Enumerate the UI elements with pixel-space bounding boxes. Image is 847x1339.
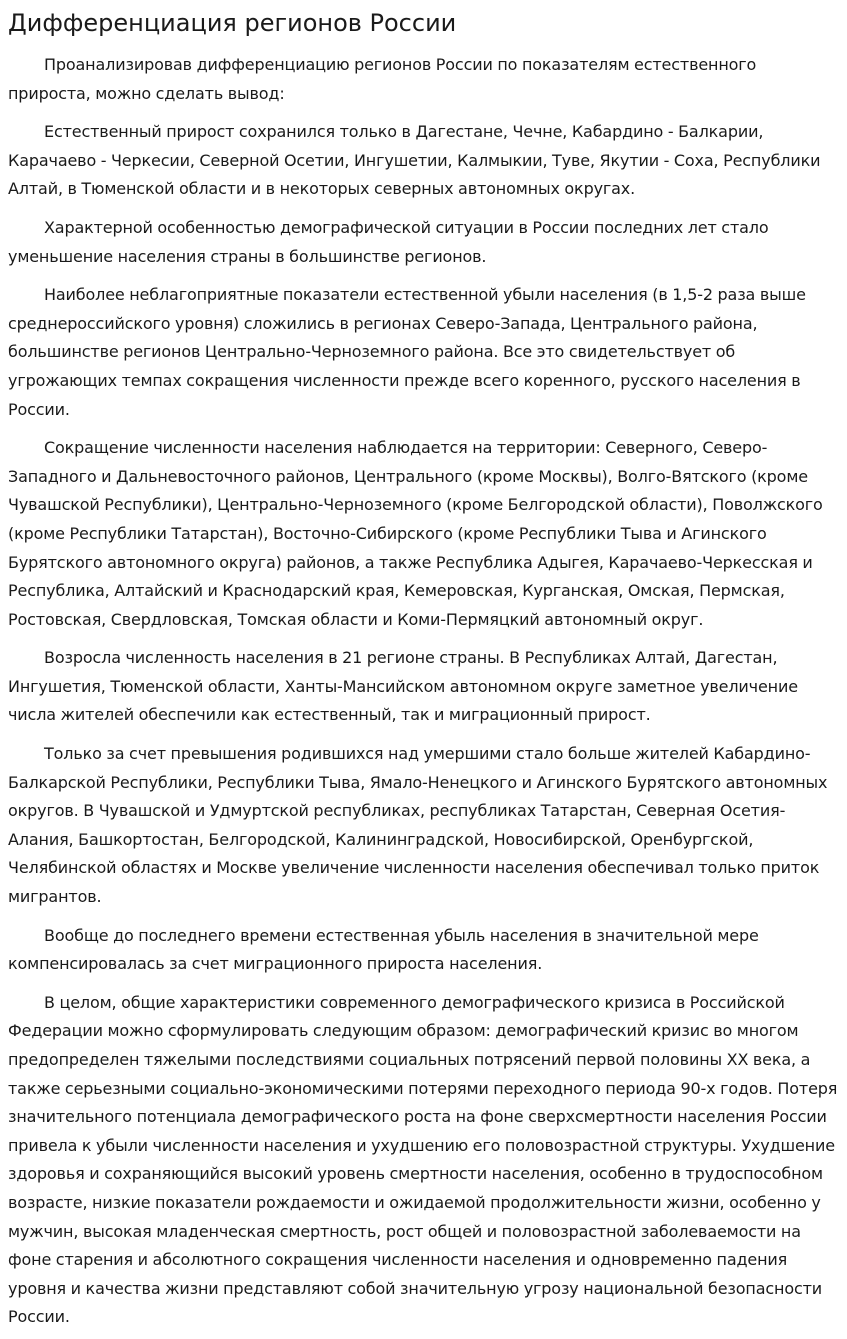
article-body <box>8 51 839 1332</box>
paragraph-population-decline: Характерной особенностью демографической ситуации в России последних лет стало уменьшение населения страны в большинстве регионов. <box>8 217 769 266</box>
paragraph-natural-growth: Естественный прирост сохранился только в Дагестане, Чечне, Кабардино - Балкарии, Карачаево - Черкесии, Северной Осетии, Ингушетии, Калмыкии, Туве, Якутии - Соха, Республики Алтай, в Тюменской области и в некоторых северных автономных округах. <box>8 122 821 199</box>
paragraph-unfavorable-indicators: Наиболее неблагоприятные показатели естественной убыли населения (в 1,5-2 раза выше среднероссийского уровня) сложились в регионах Северо-Запада, Центрального района, большинстве регионов Центрально-Черноземного района. Все это свидетельствует об угрожающих темпах сокращения численности прежде всего коренного, русского населения в России. <box>8 285 806 419</box>
paragraph-conclusion: В целом, общие характеристики современного демографического кризиса в Российской Федерации можно сформулировать следующим образом: демографический кризис во многом предопределен тяжелыми последствиями социальных потрясений первой половины XX века, а также серьезными социально-экономическими потерями переходного периода 90-х годов. Потеря значительного потенциала демографического роста на фоне сверхсмертности населения России привела к убыли численности населения и ухудшению его половозрастной структуры. Ухудшение здоровья и сохраняющийся высокий уровень смертности населения, особенно в трудоспособном возрасте, низкие показатели рождаемости и ожидаемой продолжительности жизни, особенно у мужчин, высокая младенческая смертность, рост общей и половозрастной заболеваемости на фоне старения и абсолютного сокращения численности населения и одновременно падения уровня и качества жизни представляют собой значительную угрозу национальной безопасности России. <box>8 992 838 1327</box>
paragraph-intro: Проанализировав дифференциацию регионов России по показателям естественного прироста, можно сделать вывод: <box>8 55 757 103</box>
paragraph-birth-excess: Только за счет превышения родившихся над умершими стало больше жителей Кабардино-Балкарской Республики, Республики Тыва, Ямало-Ненецкого и Агинского Бурятского автономных округов. В Чувашской и Удмуртской республиках, республиках Татарстан, Северная Осетия-Алания, Башкортостан, Белгородской, Калининградской, Новосибирской, Оренбургской, Челябинской областях и Москве увеличение численности населения обеспечивал только приток мигрантов. <box>8 744 828 907</box>
paragraph-migration-compensation: Вообще до последнего времени естественная убыль населения в значительной мере компенсировалась за счет миграционного прироста населения. <box>8 925 759 974</box>
page-title: Дифференциация регионов России <box>8 9 457 37</box>
paragraph-reduction-territories: Сокращение численности населения наблюдается на территории: Северного, Северо-Западного и Дальневосточного районов, Центрального (кроме Москвы), Волго-Вятского (кроме Чувашской Республики), Центрально-Черноземного (кроме Белгородской области), Поволжского (кроме Республики Татарстан), Восточно-Сибирского (кроме Республики Тыва и Агинского Бурятского автономного округа) районов, а также Республика Адыгея, Карачаево-Черкесская и Республика, Алтайский и Краснодарский края, Кемеровская, Курганская, Омская, Пермская, Ростовская, Свердловская, Томская области и Коми-Пермяцкий автономный округ. <box>8 438 823 629</box>
paragraph-population-increase: Возросла численность населения в 21 регионе страны. В Республиках Алтай, Дагестан, Ингушетия, Тюменской области, Ханты-Мансийском автономном округе заметное увеличение числа жителей обеспечили как естественный, так и миграционный прирост. <box>8 648 798 725</box>
